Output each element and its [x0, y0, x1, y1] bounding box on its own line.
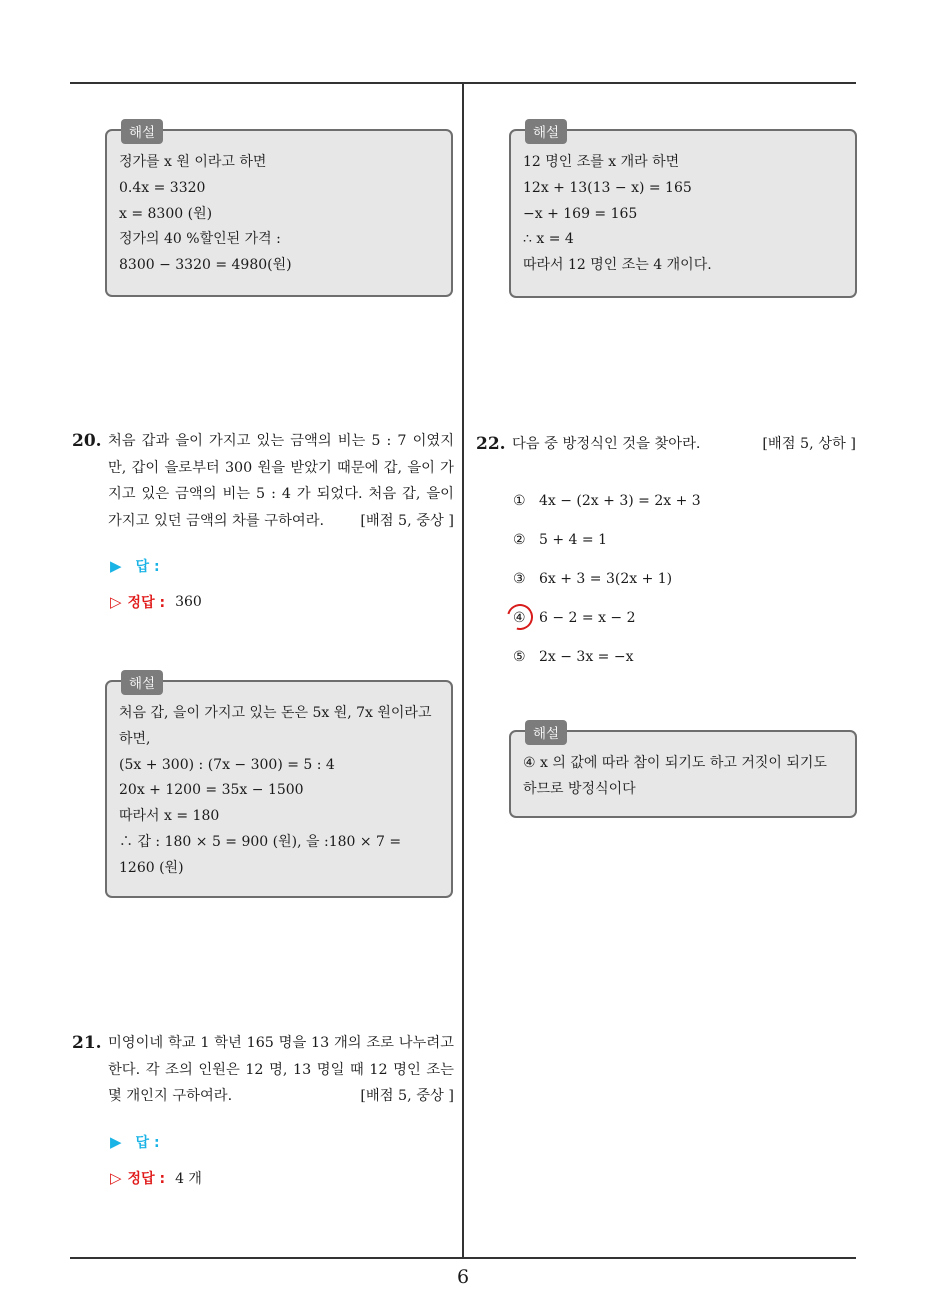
correct-answer-label: 정답 : [127, 1171, 166, 1187]
solution-line: 따라서 12 명인 조는 4 개이다. [523, 257, 712, 274]
question-text [512, 431, 856, 458]
bottom-rule [70, 1257, 856, 1259]
solution-tag: 해설 [525, 119, 567, 144]
solution-box-19 [105, 125, 453, 297]
question-number: 20. [72, 431, 102, 451]
correct-answer-label: 정답 : [127, 595, 166, 611]
solution-line: x = 8300 (원) [119, 205, 213, 222]
option-number: ⑤ [513, 649, 526, 665]
solution-line: 8300 − 3320 = 4980(원) [119, 257, 292, 274]
question-22 [476, 431, 856, 458]
question-body: 미영이네 학교 1 학년 165 명을 13 개의 조로 나누려고 한다. 각 조의 인원은 12 명, 13 명일 때 12 명인 조는 몇 개인지 구하여라. [108, 1035, 454, 1105]
option-3 [513, 571, 672, 587]
answer-row [110, 1132, 160, 1152]
solution-tag: 해설 [121, 119, 163, 144]
solution-line: 0.4x = 3320 [119, 179, 206, 196]
correct-answer-row [110, 592, 202, 612]
question-text [108, 428, 454, 535]
option-expression: 6x + 3 = 3(2x + 1) [539, 571, 673, 587]
outline-arrow-icon: ▷ [110, 593, 122, 611]
play-arrow-icon: ▶ [110, 1133, 122, 1151]
option-1 [513, 493, 701, 509]
answer-row [110, 556, 160, 576]
correct-answer-row [110, 1168, 202, 1188]
play-arrow-icon: ▶ [110, 557, 122, 575]
solution-line: 12 명인 조를 x 개라 하면 [523, 154, 680, 170]
option-number-text: ④ [513, 610, 526, 626]
answer-label: 답 : [135, 559, 160, 575]
question-text [108, 1030, 454, 1110]
option-number: ② [513, 532, 526, 548]
solution-line: 따라서 x = 180 [119, 808, 220, 825]
answer-label: 답 : [135, 1135, 160, 1151]
solution-line: (5x + 300) : (7x − 300) = 5 : 4 [119, 756, 335, 773]
option-expression: 2x − 3x = −x [539, 649, 634, 665]
option-2 [513, 532, 607, 548]
solution-line: −x + 169 = 165 [523, 205, 638, 222]
question-body: 다음 중 방정식인 것을 찾아라. [512, 436, 701, 452]
option-number: ③ [513, 571, 526, 587]
solution-line: ∴ 갑 : 180 × 5 = 900 (원), 을 :180 × 7 = 1260 (원) [119, 833, 402, 876]
question-score: [배점 5, 상하 ] [762, 436, 856, 452]
question-body: 처음 갑과 을이 가지고 있는 금액의 비는 5 : 7 이였지만, 갑이 을로부터 300 원을 받았기 때문에 갑, 을이 가지고 있은 금액의 비는 5 : 4 가 되었다. 처음 갑, 을이 가지고 있던 금액의 차를 구하여라. [108, 433, 454, 530]
solution-tag: 해설 [121, 670, 163, 695]
answer-circle-mark-icon [502, 599, 538, 635]
option-expression: 4x − (2x + 3) = 2x + 3 [539, 493, 701, 509]
option-number [513, 610, 539, 626]
solution-tag: 해설 [525, 720, 567, 745]
option-number: ① [513, 493, 526, 509]
question-score: [배점 5, 중상 ] [360, 1088, 454, 1105]
column-divider [462, 84, 464, 1257]
solution-line: 정가를 x 원 이라고 하면 [119, 154, 267, 170]
question-20 [72, 428, 454, 535]
solution-line: ④ x 의 값에 따라 참이 되기도 하고 거짓이 되기도 하므로 방정식이다 [523, 755, 827, 797]
option-5 [513, 649, 634, 665]
question-number: 21. [72, 1033, 102, 1053]
correct-answer-value: 4 개 [175, 1171, 202, 1187]
outline-arrow-icon: ▷ [110, 1169, 122, 1187]
option-expression: 5 + 4 = 1 [539, 532, 607, 548]
correct-answer-value: 360 [175, 594, 202, 610]
question-score: [배점 5, 중상 ] [360, 513, 454, 530]
question-number: 22. [476, 434, 506, 454]
page-number: 6 [456, 1266, 470, 1288]
solution-line: 정가의 40 %할인된 가격 : [119, 231, 281, 248]
option-expression: 6 − 2 = x − 2 [539, 610, 636, 626]
solution-line: 12x + 13(13 − x) = 165 [523, 179, 692, 196]
solution-box-20 [105, 676, 453, 898]
solution-box-21 [509, 125, 857, 298]
solution-line: ∴ x = 4 [523, 231, 574, 248]
solution-box-22 [509, 726, 857, 818]
solution-line: 처음 갑, 을이 가지고 있는 돈은 5x 원, 7x 원이라고 하면, [119, 705, 432, 747]
question-21 [72, 1030, 454, 1110]
solution-line: 20x + 1200 = 35x − 1500 [119, 782, 304, 799]
option-4 [513, 610, 636, 626]
